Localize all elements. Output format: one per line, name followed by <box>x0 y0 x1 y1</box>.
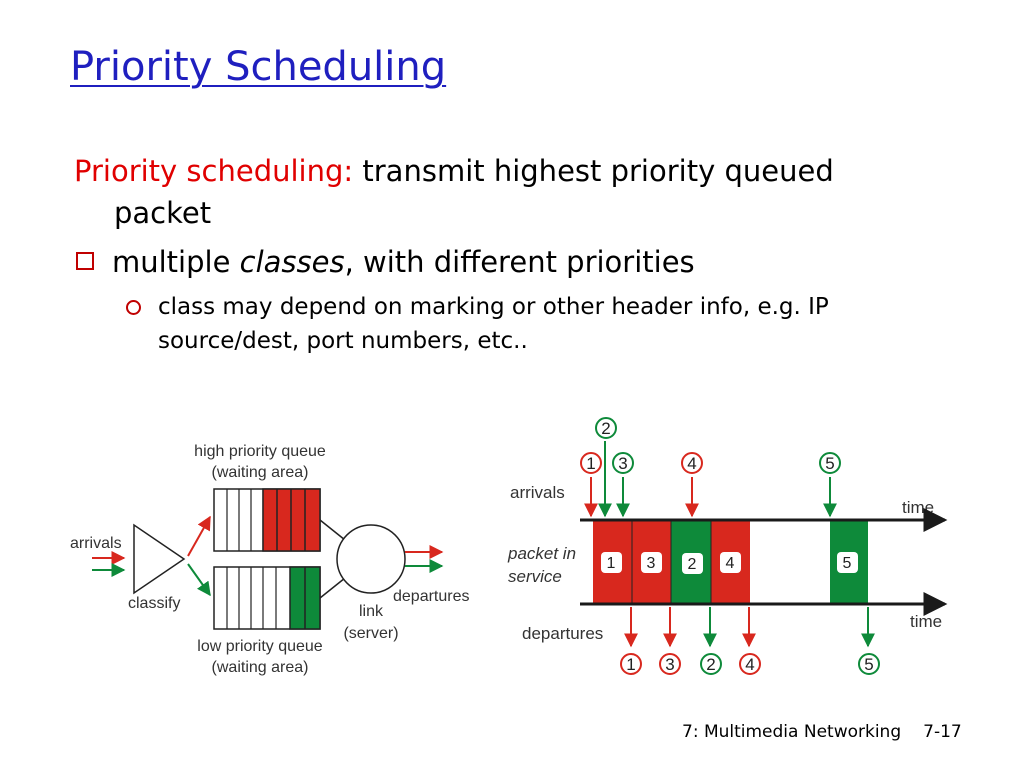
lead-label: Priority scheduling: <box>74 154 354 188</box>
bullet1-italic: classes <box>239 245 345 279</box>
service-label-1: 1 <box>606 555 616 572</box>
lead-text-line1: transmit highest priority queued <box>353 154 834 188</box>
high-queue-label-1: high priority queue <box>194 443 326 460</box>
queue-diagram <box>70 443 470 676</box>
sub-bullet-line1: class may depend on marking or other header info, e.g. IP <box>158 294 829 320</box>
packet-in-label-2: service <box>508 567 562 586</box>
arrival-label-1: 1 <box>586 454 596 473</box>
service-label-5: 5 <box>842 555 852 572</box>
slide-footer <box>682 722 962 742</box>
service-label-4: 4 <box>725 555 735 572</box>
timeline-departures-label: departures <box>522 624 604 643</box>
link-label-2: (server) <box>343 625 399 642</box>
classify-label: classify <box>128 595 181 612</box>
bullet1-pre: multiple <box>112 245 240 279</box>
timeline-time-top: time <box>902 498 935 517</box>
arrival-label-5: 5 <box>825 454 835 473</box>
arrival-label-4: 4 <box>687 454 697 473</box>
departure-label-1: 1 <box>626 655 636 674</box>
high-queue-connector <box>320 520 345 540</box>
timeline-time-bottom: time <box>910 612 943 631</box>
classify-green-arrow <box>188 564 210 595</box>
left-arrivals-label: arrivals <box>70 535 122 552</box>
departure-label-5: 5 <box>864 655 874 674</box>
link-label-1: link <box>358 603 384 620</box>
classify-red-arrow <box>188 517 210 556</box>
link-server-circle <box>337 525 405 593</box>
low-queue-label-2: (waiting area) <box>211 659 309 676</box>
left-departures-label: departures <box>393 588 470 605</box>
arrival-label-3: 3 <box>618 454 628 473</box>
timeline-arrivals-label: arrivals <box>510 483 565 502</box>
packet-in-label-1: packet in <box>508 544 577 563</box>
departure-label-2: 2 <box>706 655 716 674</box>
timeline-diagram <box>507 418 945 674</box>
footer-chapter: 7: Multimedia Networking <box>682 722 902 742</box>
footer-page-number: 7-17 <box>923 722 962 742</box>
departure-label-4: 4 <box>745 655 755 674</box>
departure-label-3: 3 <box>665 655 675 674</box>
arrival-label-2: 2 <box>601 419 611 438</box>
sub-bullet-line2: source/dest, port numbers, etc.. <box>158 328 528 354</box>
high-priority-queue <box>214 489 320 551</box>
low-priority-queue <box>214 567 320 629</box>
slide-title: Priority Scheduling <box>70 44 447 90</box>
bullet1-post: , with different priorities <box>344 245 695 279</box>
lead-text-line2: packet <box>114 196 212 230</box>
low-queue-label-1: low priority queue <box>197 638 323 655</box>
low-queue-connector <box>320 578 345 598</box>
classifier-triangle <box>134 525 184 593</box>
service-label-2: 2 <box>687 556 697 573</box>
service-label-3: 3 <box>646 555 656 572</box>
high-queue-label-2: (waiting area) <box>211 464 309 481</box>
